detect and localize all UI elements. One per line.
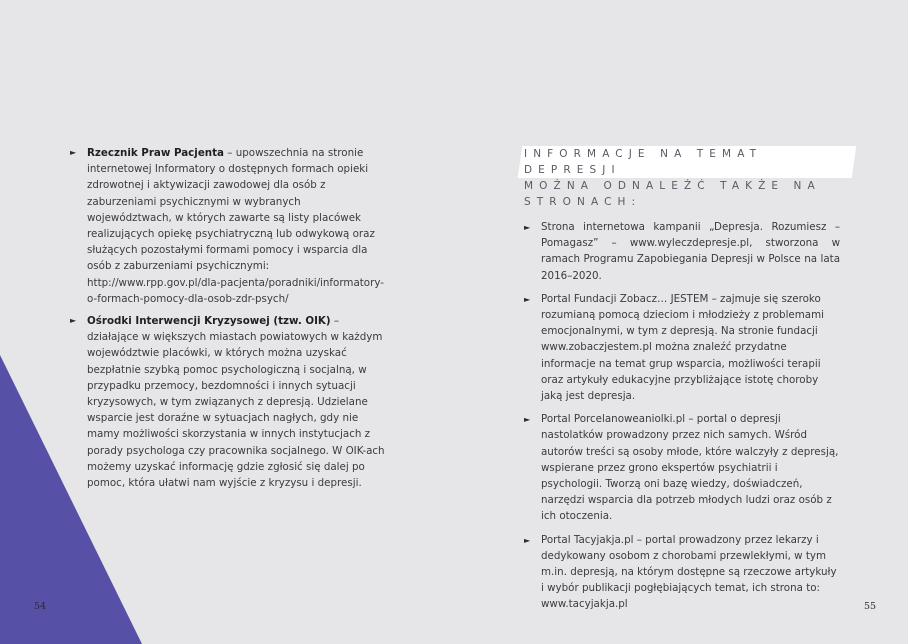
bullet-icon: ► xyxy=(70,148,77,157)
item-text: Portal Porcelanoweaniolki.pl – portal o depresji nastolatków prowadzony przez nich samych. Wśród autorów treści są osoby młode, które walczyły z depresją, wspierane przez grono ekspertów psychiatrii i psychologii. Tworzą oni bazę wiedzy, doświadczeń, narzędzi wsparcia dla potrzeb młodych ludzi oraz osób z ich otoczenia. xyxy=(541,413,839,523)
item-text: Portal Fundacji Zobacz… JESTEM – zajmuje się szeroko rozumianą pomocą dzieciom i młodzieży z problemami emocjonalnymi, w tym z depresją. Na stronie fundacji www.zobaczjestem.pl można znaleźć przydatne informacje na temat grup wsparcia, możliwości terapii oraz artykuły edukacyjne przybliżające istotę choroby jaką jest depresja. xyxy=(541,292,825,403)
bullet-icon: ► xyxy=(524,223,531,232)
item-title: Ośrodki Interwencji Kryzysowej (tzw. OIK) xyxy=(87,315,331,328)
item-title: Rzecznik Praw Pacjenta xyxy=(87,147,225,159)
right-column xyxy=(524,219,840,620)
item-body: – działające w większych miastach powiatowych w każdym województwie placówki, w których można uzyskać bezpłatnie szybką pomoc psychologiczną i socjalną, w przypadku przemocy, bezdomności i innych sytuacji kryzysowych, w tym związanych z depresją. Udzielane wsparcie jest doraźne w sytuacjach nagłych, gdy nie mamy możliwości skorzystania w innych instytucjach z porady psychologa czy pracownika socjalnego. W OIK-ach możemy uzyskać informację gdzie zgłosić się dalej po pomoc, która ułatwi nam wyjście z kryzysu i depresji. xyxy=(87,315,385,490)
list-item-tacyjakja xyxy=(524,532,840,613)
list-item-oik xyxy=(70,313,388,491)
item-text: Portal Tacyjakja.pl – portal prowadzony przez lekarzy i dedykowany osobom z chorobami przewlekłymi, w tym m.in. depresją, na którym dostępne są rzeczowe artykuły i wybór publikacji pogłębiających temat, ich strona to: www.tacyjakja.pl xyxy=(541,533,837,611)
heading-line-2: MOŻNA ODNALEŹĆ TAKŻE NA xyxy=(524,180,821,192)
heading-line-3: STRONACH: xyxy=(524,196,642,208)
bullet-icon: ► xyxy=(524,535,531,545)
item-body: – upowszechnia na stronie internetowej Informatory o dostępnych formach opieki zdrowotnej i aktywizacji zawodowej dla osób z zaburzeniami psychicznymi w wybranych województwach, w których zawarte są listy placówek realizujących opiekę psychiatryczną lub odwykową oraz służących pozostałymi formami pomocy i wsparcia dla osób z zaburzeniami psychicznymi: http://www.rpp.gov.pl/dla-pacjenta/poradniki/informatory-o-formach-pomocy-dla-osob-zdr-psych/ xyxy=(87,147,384,305)
bullet-icon: ► xyxy=(70,316,77,326)
heading-line-1: INFORMACJE NA TEMAT DEPRESJI xyxy=(518,146,856,178)
item-text: Strona internetowa kampanii „Depresja. Rozumiesz – Pomagasz” – www.wyleczdepresje.pl, stworzona w ramach Programu Zapobiegania Depresji w Polsce na lata 2016–2020. xyxy=(541,221,840,282)
left-column xyxy=(70,145,388,497)
page-number-left: 54 xyxy=(34,601,47,612)
page-number-right: 55 xyxy=(864,601,877,612)
list-item-campaign xyxy=(524,219,840,284)
bullet-icon: ► xyxy=(524,294,531,304)
list-item-rzecznik xyxy=(70,145,388,307)
section-heading xyxy=(520,146,860,210)
list-item-porcelanowe-aniolki xyxy=(524,411,840,524)
list-item-zobacz-jestem xyxy=(524,291,840,404)
bullet-icon: ► xyxy=(524,415,531,425)
